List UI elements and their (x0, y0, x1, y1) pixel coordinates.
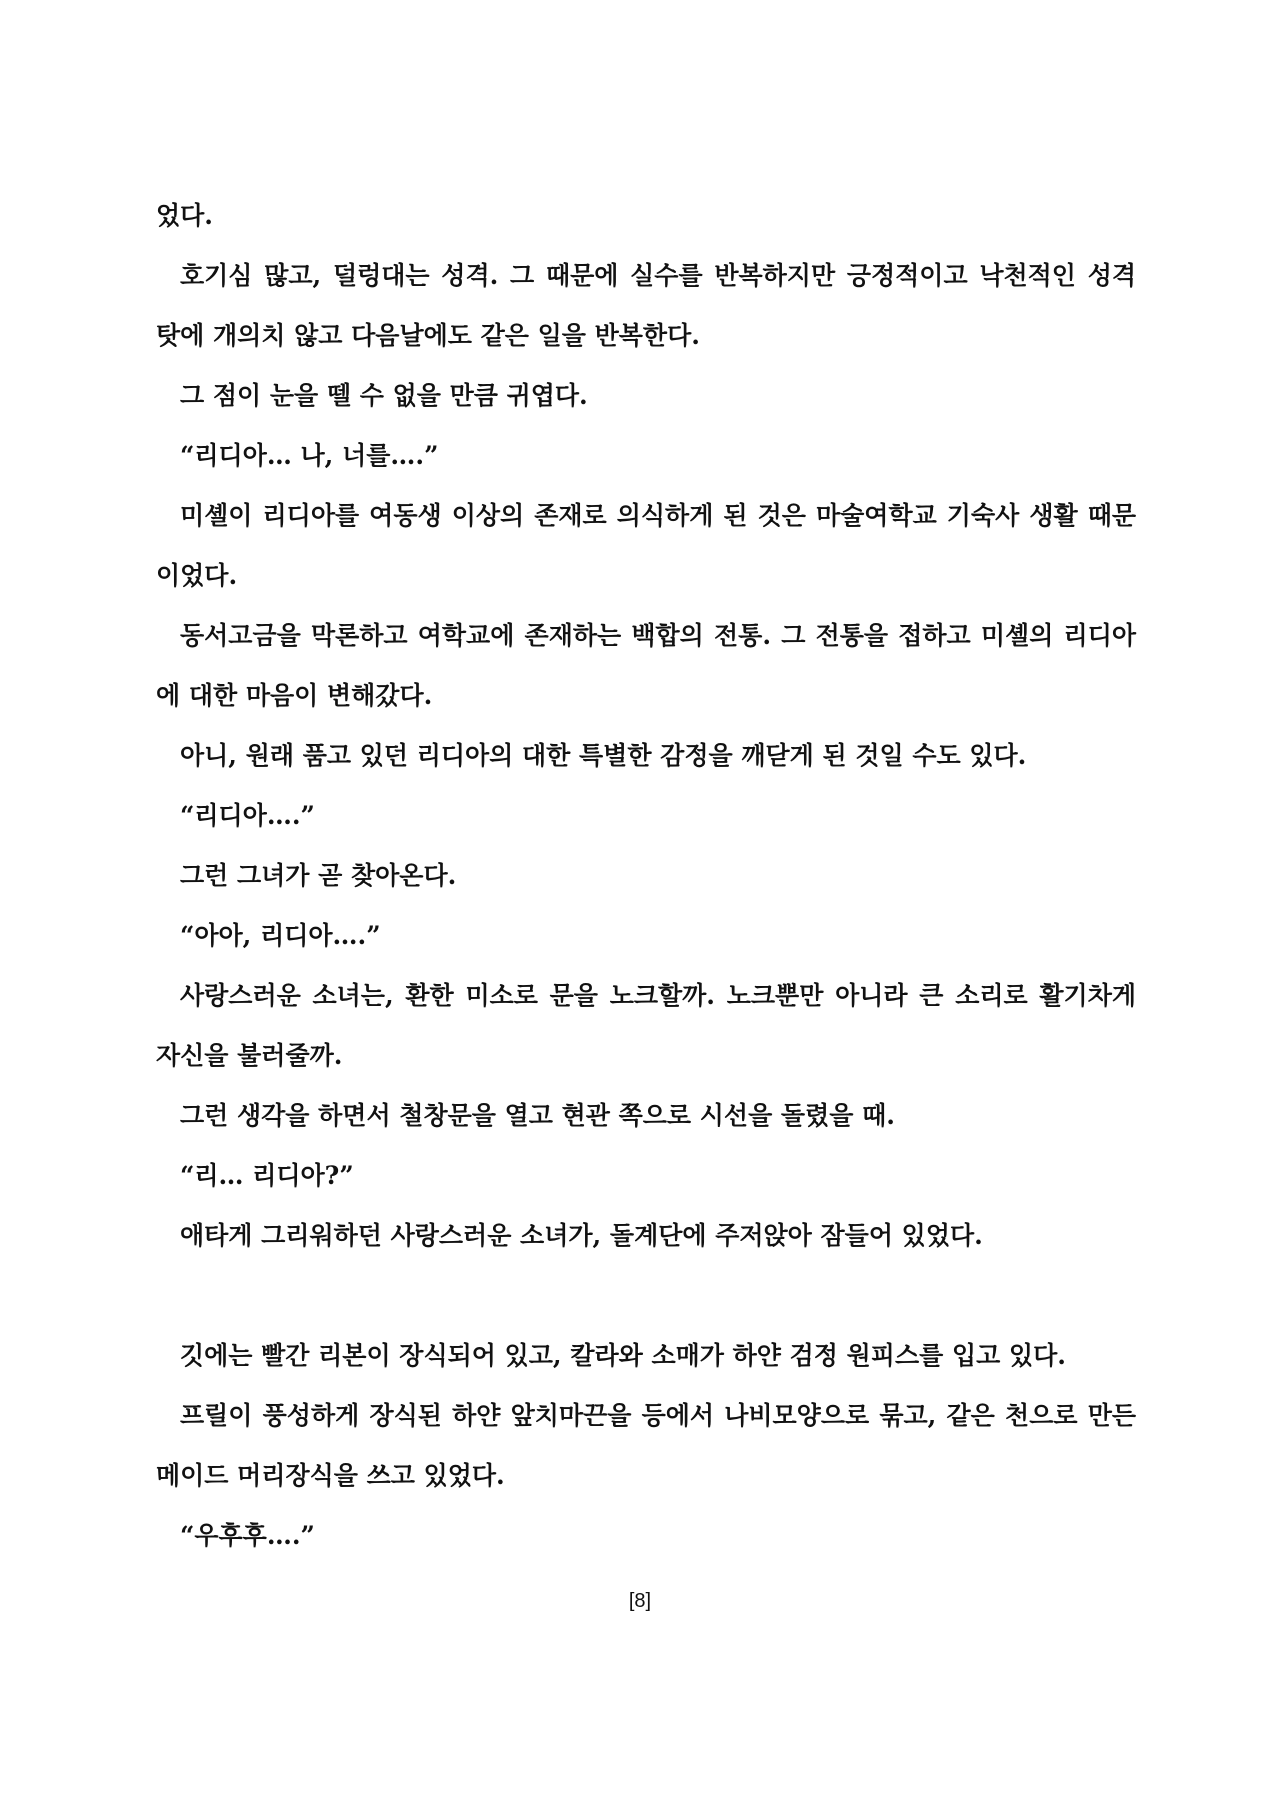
section-break (156, 1266, 1136, 1326)
paragraph: 호기심 많고, 덜렁대는 성격. 그 때문에 실수를 반복하지만 긍정적이고 낙천적인 성격 탓에 개의치 않고 다음날에도 같은 일을 반복한다. (156, 261, 1136, 350)
dialogue-line: “우후후….” (180, 1521, 315, 1550)
dialogue-line: “리디아….” (180, 801, 315, 830)
page-number: [8] (628, 1590, 652, 1612)
paragraph: 아니, 원래 품고 있던 리디아의 대한 특별한 감정을 깨닫게 된 것일 수도 있다. (180, 741, 1027, 770)
paragraph-continuation: 었다. (156, 201, 214, 230)
dialogue-line: “리… 리디아?” (180, 1161, 354, 1190)
body-text (156, 186, 1136, 1566)
paragraph: 그런 그녀가 곧 찾아온다. (180, 861, 457, 890)
dialogue-line: “아아, 리디아….” (180, 921, 381, 950)
paragraph: 동서고금을 막론하고 여학교에 존재하는 백합의 전통. 그 전통을 접하고 미셸의 리디아에 대한 마음이 변해갔다. (156, 621, 1136, 710)
dialogue-line: “리디아… 나, 너를….” (180, 441, 439, 470)
paragraph: 프릴이 풍성하게 장식된 하얀 앞치마끈을 등에서 나비모양으로 묶고, 같은 천으로 만든 메이드 머리장식을 쓰고 있었다. (156, 1401, 1136, 1490)
paragraph: 깃에는 빨간 리본이 장식되어 있고, 칼라와 소매가 하얀 검정 원피스를 입고 있다. (180, 1341, 1066, 1370)
paragraph: 미셸이 리디아를 여동생 이상의 존재로 의식하게 된 것은 마술여학교 기숙사 생활 때문이었다. (156, 501, 1136, 590)
paragraph: 그런 생각을 하면서 철창문을 열고 현관 쪽으로 시선을 돌렸을 때. (180, 1101, 895, 1130)
paragraph: 그 점이 눈을 뗄 수 없을 만큼 귀엽다. (180, 381, 588, 410)
paragraph: 애타게 그리워하던 사랑스러운 소녀가, 돌계단에 주저앉아 잠들어 있었다. (180, 1221, 983, 1250)
paragraph: 사랑스러운 소녀는, 환한 미소로 문을 노크할까. 노크뿐만 아니라 큰 소리로 활기차게 자신을 불러줄까. (156, 981, 1136, 1070)
